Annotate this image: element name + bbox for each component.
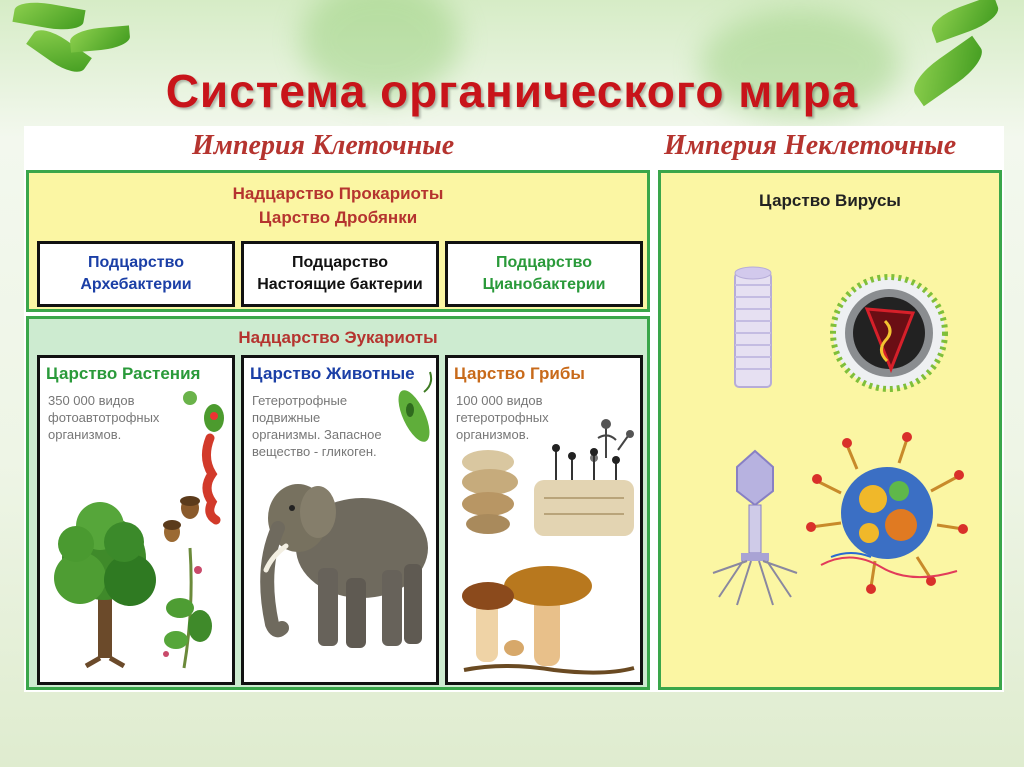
eukaryotes-zone xyxy=(26,316,650,690)
prokaryotes-kingdom: Царство Дробянки xyxy=(258,208,418,227)
subkingdom-name: Архебактерии xyxy=(80,276,192,293)
prokaryotes-zone xyxy=(26,170,650,312)
kingdom-viruses-title: Царство Вирусы xyxy=(759,191,901,210)
subkingdom-label: Подцарство xyxy=(291,254,389,271)
kingdom-animals-desc: Гетеротрофные подвижные организмы. Запасное вещество - гликоген. xyxy=(252,393,382,459)
subkingdom-cyanobacteria xyxy=(445,241,643,307)
fungi-illustration xyxy=(448,358,640,682)
leaf-decoration xyxy=(69,25,131,52)
kingdom-plants-desc: 350 000 видов фотоавтотрофных организмов. xyxy=(48,393,160,442)
subkingdom-label: Подцарство xyxy=(87,254,185,271)
kingdom-fungi-desc: 100 000 видов гетеротрофных организмов. xyxy=(456,393,549,442)
leaf-decoration xyxy=(928,0,1003,43)
euglena-icon xyxy=(392,372,436,446)
viruses-zone xyxy=(658,170,1002,690)
green-alga-icon xyxy=(183,391,224,432)
plants-illustration xyxy=(40,358,232,682)
mushroom-icon xyxy=(462,566,634,673)
rod-virus-icon xyxy=(735,267,771,387)
viruses-illustration xyxy=(661,173,999,687)
red-alga-icon xyxy=(206,438,216,520)
eukaryotes-superkingdom: Надцарство Эукариоты xyxy=(238,328,438,347)
leaf-decoration xyxy=(12,0,85,34)
wood-with-mold-icon xyxy=(534,444,634,536)
kingdom-animals-title: Царство Животные xyxy=(250,364,415,383)
subkingdom-name: Цианобактерии xyxy=(482,276,606,293)
kingdom-fungi-panel xyxy=(445,355,643,685)
subkingdom-label: Подцарство xyxy=(495,254,593,271)
empire-cellular-title: Империя Клеточные xyxy=(192,130,455,161)
complex-virus-icon xyxy=(806,432,968,594)
empire-noncellular-title: Империя Неклеточные xyxy=(664,130,957,161)
oak-tree-icon xyxy=(54,502,156,666)
mold-icon xyxy=(590,419,634,462)
kingdom-plants-title: Царство Растения xyxy=(46,364,201,383)
subkingdom-true-bacteria xyxy=(241,241,439,307)
bracket-fungus-icon xyxy=(462,450,518,534)
subkingdom-archaebacteria xyxy=(37,241,235,307)
subkingdom-name: Настоящие бактерии xyxy=(257,276,423,293)
kingdom-animals-panel xyxy=(241,355,439,685)
kingdom-fungi-title: Царство Грибы xyxy=(454,364,585,383)
oak-branch-icon xyxy=(163,548,212,668)
prokaryotes-superkingdom: Надцарство Прокариоты xyxy=(232,184,444,203)
classification-diagram xyxy=(24,126,1004,692)
kingdom-plants-panel xyxy=(37,355,235,685)
animals-illustration xyxy=(244,358,436,682)
enveloped-virus-icon xyxy=(833,277,945,389)
page-title: Система органического мира xyxy=(165,65,859,117)
bacteriophage-icon xyxy=(713,451,797,605)
elephant-icon xyxy=(266,484,428,648)
acorn-icon xyxy=(163,496,200,542)
